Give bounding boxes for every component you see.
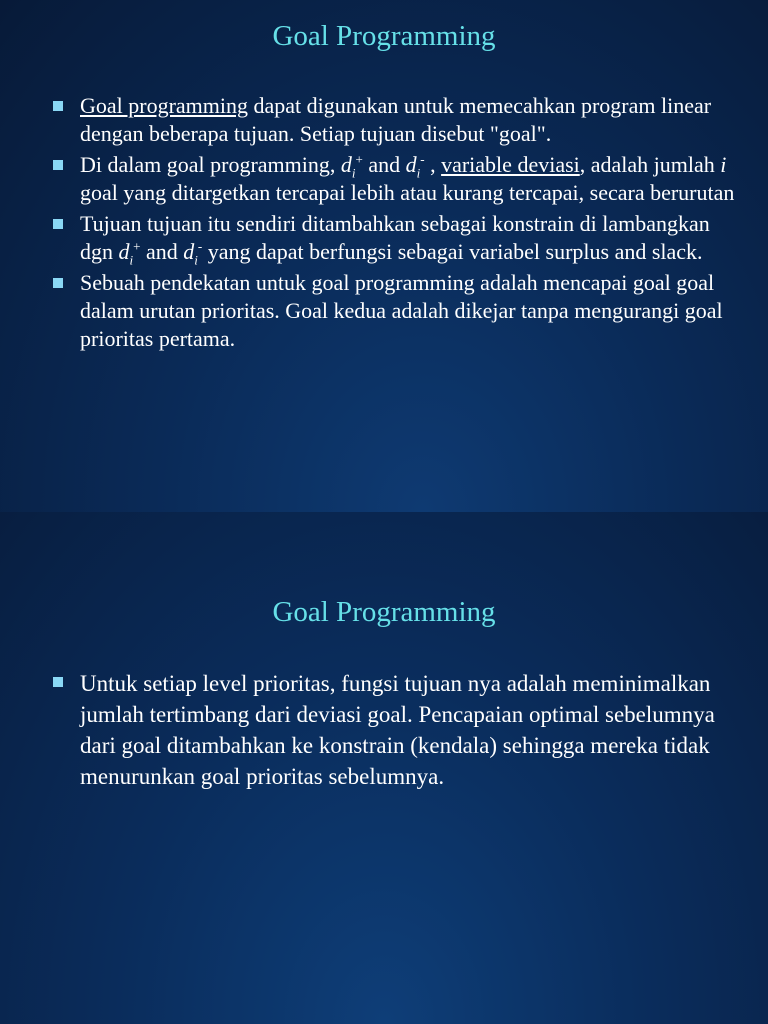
bullet-deviation-variables	[50, 151, 738, 207]
bullet-text: yang dapat berfungsi sebagai variabel surplus and slack.	[202, 239, 703, 264]
bullet-text: , adalah jumlah	[579, 152, 721, 177]
bullet-text: goal yang ditargetkan tercapai lebih atau kurang tercapai, secara berurutan	[80, 180, 735, 205]
math-sub-i: i	[194, 252, 198, 268]
bullet-list	[50, 92, 738, 356]
math-d: d	[340, 152, 352, 177]
slide-2	[0, 512, 768, 1024]
comma-text: ,	[424, 152, 442, 177]
math-i: i	[720, 152, 727, 177]
bullet-constraints	[50, 210, 738, 266]
math-d: d	[405, 152, 417, 177]
math-sub-i: i	[351, 165, 356, 181]
slide-title: Goal Programming	[272, 20, 496, 52]
bullet-text: Sebuah pendekatan untuk goal programming adalah mencapai goal goal dalam urutan prioritas. Goal kedua adalah dikejar tanpa mengurangi goal prioritas pertama.	[80, 270, 723, 351]
bullet-text: Di dalam goal programming,	[80, 152, 341, 177]
and-text: and	[140, 239, 184, 264]
bullet-text: dapat digunakan untuk memecahkan program linear dengan beberapa tujuan. Setiap tujuan disebut "goal".	[80, 93, 712, 146]
variable-deviasi-link[interactable]: variable deviasi	[441, 152, 580, 177]
goal-programming-link[interactable]: Goal programming	[80, 93, 249, 118]
square-bullet-icon	[53, 101, 63, 111]
math-sup-minus: -	[420, 151, 425, 167]
math-sub-i: i	[129, 252, 134, 268]
square-bullet-icon	[53, 160, 63, 170]
slide-title: Goal Programming	[272, 596, 496, 628]
math-d: d	[183, 239, 195, 264]
bullet-list	[50, 668, 738, 795]
math-d: d	[118, 239, 130, 264]
square-bullet-icon	[53, 278, 63, 288]
bullet-priority-level	[50, 668, 738, 792]
and-text: and	[362, 152, 406, 177]
bullet-priority-approach	[50, 269, 738, 353]
math-sup-minus: -	[197, 238, 203, 254]
math-sup-plus: +	[133, 238, 141, 254]
math-sup-plus: +	[355, 151, 363, 167]
math-sub-i: i	[416, 165, 421, 181]
bullet-text: Tujuan tujuan itu sendiri ditambahkan sebagai konstrain di lambangkan dgn	[80, 211, 710, 264]
bullet-text: Untuk setiap level prioritas, fungsi tujuan nya adalah meminimalkan jumlah tertimbang dari deviasi goal. Pencapaian optimal sebelumnya dari goal ditambahkan ke konstrain (kendala) sehingga mereka tidak menurunkan goal prioritas sebelumnya.	[80, 671, 715, 789]
square-bullet-icon	[53, 677, 63, 687]
square-bullet-icon	[53, 219, 63, 229]
bullet-goal-programming	[50, 92, 738, 148]
